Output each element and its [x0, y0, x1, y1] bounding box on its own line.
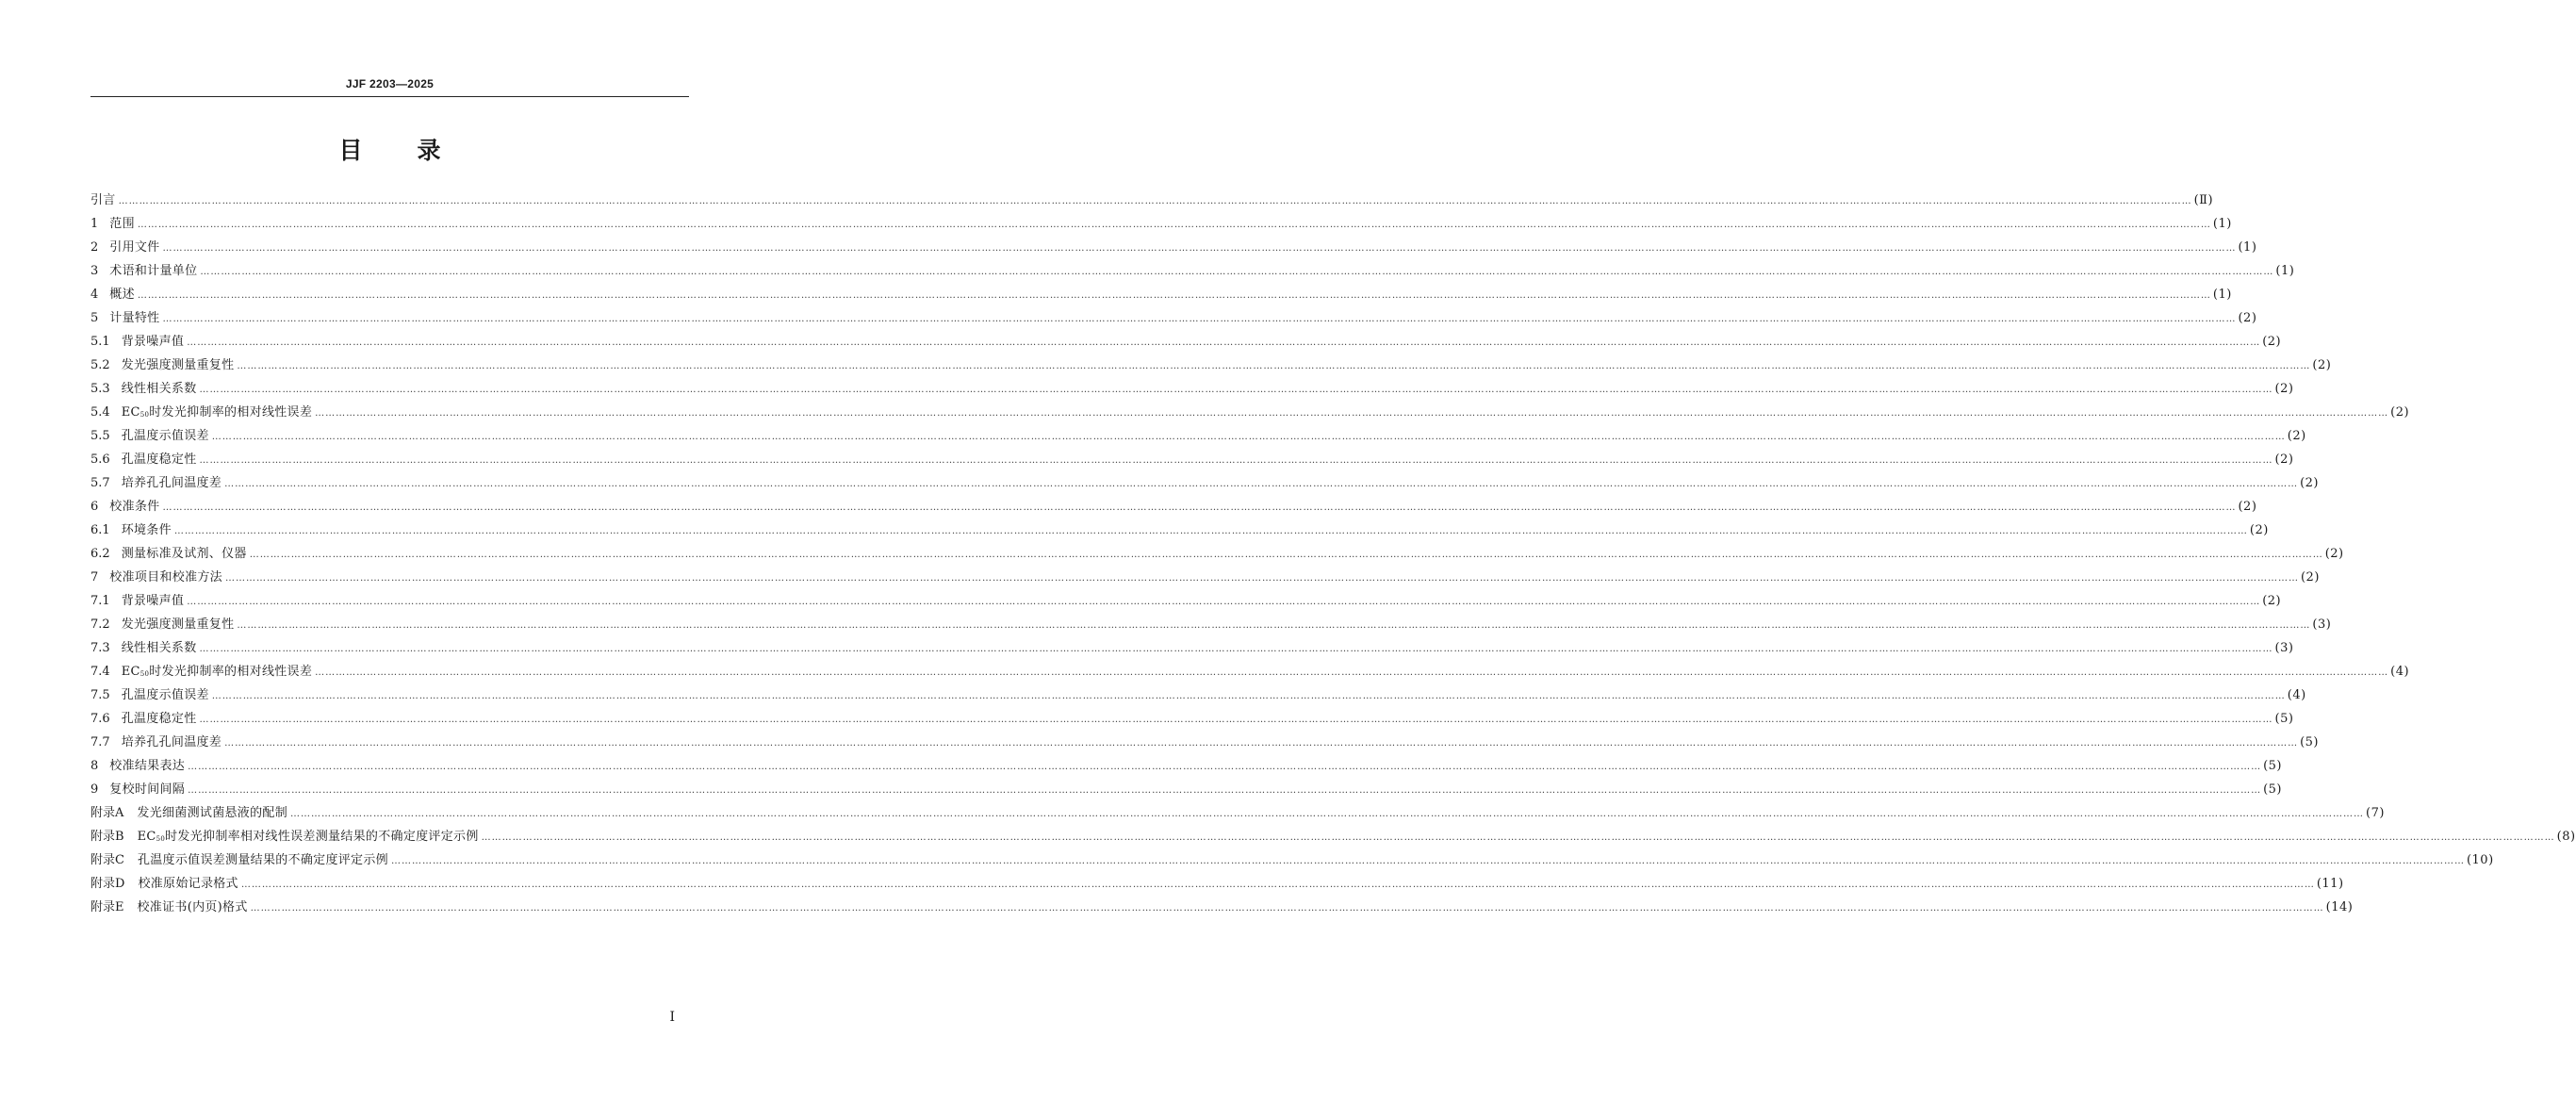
toc-entry-page: (1): [2212, 217, 2232, 231]
toc-entry-title-text: 校准证书(内页)格式: [137, 900, 248, 914]
toc-entry-title: [109, 778, 185, 801]
toc-entry[interactable]: [90, 354, 2332, 377]
toc-entry-title: [138, 872, 238, 896]
toc-entry-page: (2): [2312, 358, 2332, 372]
toc-entry-title-text: 时发光抑制率的相对线性误差: [149, 665, 313, 679]
toc-entry-title: [109, 566, 222, 589]
header-divider: [90, 96, 689, 97]
toc-entry-page: (11): [2316, 877, 2344, 891]
page-title-first-char: 目: [338, 137, 363, 164]
toc-entry-page: (2): [2249, 523, 2269, 537]
toc-entry-page: (2): [2390, 405, 2410, 420]
toc-entry[interactable]: [90, 825, 2576, 848]
toc-entry[interactable]: [90, 731, 2320, 754]
toc-entry[interactable]: [90, 848, 2494, 872]
toc-entry-page: (2): [2238, 500, 2257, 514]
toc-entry[interactable]: [90, 236, 2257, 259]
toc-entry-title: [122, 683, 209, 707]
toc-entry-title: [109, 212, 135, 236]
toc-entry[interactable]: [90, 801, 2385, 825]
toc-dot-leader: ……………………………………………………………………………………………………………………………………………………………………………………………………………………………………………………………………………………………………………………………………………………………………………………………………………………………………………………………………………………………………………………………………………………: [481, 832, 2555, 843]
toc-entry-page: (2): [2324, 547, 2344, 561]
toc-entry-title: [122, 401, 312, 427]
toc-entry-number: 5.4: [90, 405, 110, 420]
toc-entry[interactable]: [90, 471, 2320, 495]
toc-entry-title: [138, 848, 388, 872]
toc-entry[interactable]: [90, 259, 2295, 283]
toc-entry-title-text: 校准原始记录格式: [138, 877, 238, 891]
toc-dot-leader: ……………………………………………………………………………………………………………………………………………………………………………………………………………………………………………………………………………………………………………………………………………………………………………………………………………………………………………………………………………………………………………………………………………………: [187, 597, 2261, 607]
toc-entry-page: (Ⅱ): [2193, 193, 2214, 207]
toc-entry-title: [122, 613, 235, 636]
toc-entry-title: [138, 825, 479, 851]
toc-entry-page: (14): [2325, 900, 2354, 914]
toc-entry[interactable]: [90, 660, 2410, 683]
toc-entry[interactable]: [90, 896, 2354, 919]
toc-entry-number: 5.2: [90, 358, 110, 372]
toc-entry-title: [122, 636, 197, 660]
toc-dot-leader: ……………………………………………………………………………………………………………………………………………………………………………………………………………………………………………………………………………………………………………………………………………………………………………………………………………………………………………………………………………………………………………………………………………………: [187, 337, 2261, 348]
toc-entry[interactable]: [90, 566, 2320, 589]
toc-entry-title: [122, 707, 197, 731]
toc-entry-title-text: 发光细菌测试菌悬液的配制: [137, 806, 287, 820]
toc-dot-leader: ……………………………………………………………………………………………………………………………………………………………………………………………………………………………………………………………………………………………………………………………………………………………………………………………………………………………………………………………………………………………………………………………………………………: [199, 385, 2273, 395]
toc-entry[interactable]: [90, 613, 2332, 636]
toc-dot-leader: ……………………………………………………………………………………………………………………………………………………………………………………………………………………………………………………………………………………………………………………………………………………………………………………………………………………………………………………………………………………………………………………………………………………: [118, 196, 2192, 206]
toc-entry-title-prefix: EC: [121, 665, 140, 679]
toc-entry-title-subscript: 50: [156, 835, 166, 843]
toc-entry-page: (5): [2263, 759, 2283, 773]
toc-dot-leader: ……………………………………………………………………………………………………………………………………………………………………………………………………………………………………………………………………………………………………………………………………………………………………………………………………………………………………………………………………………………………………………………………………………………: [162, 502, 2237, 513]
toc-entry-number: 7.5: [90, 688, 110, 702]
toc-entry-number: 7.3: [90, 641, 110, 655]
toc-entry[interactable]: [90, 495, 2257, 519]
toc-entry[interactable]: [90, 872, 2344, 896]
toc-entry-title-text: 时发光抑制率的相对线性误差: [149, 405, 313, 420]
toc-entry-number: 5.5: [90, 429, 110, 443]
toc-dot-leader: ……………………………………………………………………………………………………………………………………………………………………………………………………………………………………………………………………………………………………………………………………………………………………………………………………………………………………………………………………………………………………………………………………………………: [240, 880, 2315, 890]
toc-dot-leader: ……………………………………………………………………………………………………………………………………………………………………………………………………………………………………………………………………………………………………………………………………………………………………………………………………………………………………………………………………………………………………………………………………………………: [137, 220, 2211, 230]
toc-entry-number: 1: [90, 217, 99, 231]
toc-entry-title-text: 范围: [109, 217, 135, 231]
toc-entry-number: 附录E: [90, 900, 124, 914]
toc-entry-title: [109, 259, 197, 283]
toc-entry-page: (2): [2274, 382, 2294, 396]
toc-entry-number: 7: [90, 570, 99, 584]
page-title-second-char: 录: [417, 137, 441, 164]
toc-entry[interactable]: [90, 707, 2294, 731]
toc-entry-title: [122, 354, 235, 377]
toc-entry-number: 5.6: [90, 453, 110, 467]
toc-dot-leader: ……………………………………………………………………………………………………………………………………………………………………………………………………………………………………………………………………………………………………………………………………………………………………………………………………………………………………………………………………………………………………………………………………………………: [199, 715, 2273, 725]
toc-entry-number: 9: [90, 782, 99, 797]
toc-entry[interactable]: [90, 778, 2283, 801]
toc-entry-page: (10): [2466, 853, 2494, 867]
toc-dot-leader: ……………………………………………………………………………………………………………………………………………………………………………………………………………………………………………………………………………………………………………………………………………………………………………………………………………………………………………………………………………………………………………………………………………………: [315, 408, 2389, 419]
toc-entry-number: 7.7: [90, 735, 110, 749]
toc-entry-title-text: 时发光抑制率相对线性误差测量结果的不确定度评定示例: [165, 830, 479, 844]
toc-entry-title-text: 孔温度示值误差: [121, 429, 209, 443]
toc-dot-leader: ……………………………………………………………………………………………………………………………………………………………………………………………………………………………………………………………………………………………………………………………………………………………………………………………………………………………………………………………………………………………………………………………………………………: [137, 290, 2211, 301]
toc-entry-number: 7.6: [90, 712, 110, 726]
toc-entry-title: [122, 542, 247, 566]
toc-dot-leader: ……………………………………………………………………………………………………………………………………………………………………………………………………………………………………………………………………………………………………………………………………………………………………………………………………………………………………………………………………………………………………………………………………………………: [390, 856, 2465, 866]
toc-dot-leader: ……………………………………………………………………………………………………………………………………………………………………………………………………………………………………………………………………………………………………………………………………………………………………………………………………………………………………………………………………………………………………………………………………………………: [224, 738, 2299, 749]
toc-entry-number: 7.1: [90, 594, 110, 608]
toc-dot-leader: ……………………………………………………………………………………………………………………………………………………………………………………………………………………………………………………………………………………………………………………………………………………………………………………………………………………………………………………………………………………………………………………………………………………: [188, 785, 2262, 796]
toc-entry-title: [109, 236, 159, 259]
toc-entry-page: (2): [2262, 594, 2282, 608]
toc-entry-title-text: 计量特性: [109, 311, 160, 325]
toc-entry-page: (3): [2312, 617, 2332, 632]
toc-entry[interactable]: [90, 189, 2214, 212]
toc-entry-title: [122, 519, 172, 542]
toc-entry-title-text: 背景噪声值: [121, 594, 185, 608]
toc-entry-title-text: 发光强度测量重复性: [121, 617, 235, 632]
toc-entry-page: (5): [2300, 735, 2320, 749]
toc-entry-page: (2): [2274, 453, 2294, 467]
toc-entry-title-text: 孔温度稳定性: [121, 712, 197, 726]
toc-entry-title: [122, 424, 209, 448]
toc-entry-number: 5.1: [90, 335, 110, 349]
toc-entry-title: [137, 801, 287, 825]
toc-entry-number: 7.2: [90, 617, 110, 632]
toc-entry-number: 5: [90, 311, 99, 325]
toc-entry-title: [109, 283, 135, 306]
toc-dot-leader: ……………………………………………………………………………………………………………………………………………………………………………………………………………………………………………………………………………………………………………………………………………………………………………………………………………………………………………………………………………………………………………………………………………………: [237, 620, 2311, 631]
toc-dot-leader: ……………………………………………………………………………………………………………………………………………………………………………………………………………………………………………………………………………………………………………………………………………………………………………………………………………………………………………………………………………………………………………………………………………………: [162, 314, 2237, 324]
toc-dot-leader: ……………………………………………………………………………………………………………………………………………………………………………………………………………………………………………………………………………………………………………………………………………………………………………………………………………………………………………………………………………………………………………………………………………………: [173, 526, 2248, 536]
toc-entry-number: 附录A: [90, 806, 124, 820]
toc-entry-page: (8): [2556, 830, 2576, 844]
toc-entry-page: (1): [2212, 288, 2232, 302]
toc-dot-leader: ……………………………………………………………………………………………………………………………………………………………………………………………………………………………………………………………………………………………………………………………………………………………………………………………………………………………………………………………………………………………………………………………………………………: [290, 809, 2364, 819]
toc-entry-title: [122, 471, 222, 495]
toc-entry-title-prefix: EC: [137, 830, 156, 844]
toc-entry-title-text: 培养孔孔间温度差: [121, 735, 222, 749]
toc-dot-leader: ……………………………………………………………………………………………………………………………………………………………………………………………………………………………………………………………………………………………………………………………………………………………………………………………………………………………………………………………………………………………………………………………………………………: [162, 243, 2237, 254]
toc-entry[interactable]: [90, 212, 2232, 236]
toc-dot-leader: ……………………………………………………………………………………………………………………………………………………………………………………………………………………………………………………………………………………………………………………………………………………………………………………………………………………………………………………………………………………………………………………………………………………: [199, 455, 2273, 466]
toc-entry-title-text: 引言: [90, 193, 116, 207]
toc-entry-page: (2): [2262, 335, 2282, 349]
toc-entry-title-text: 复校时间间隔: [109, 782, 186, 797]
toc-entry-title-prefix: EC: [121, 405, 140, 420]
toc-entry-title-text: 环境条件: [121, 523, 172, 537]
page-title: [0, 132, 779, 166]
toc-dot-leader: ……………………………………………………………………………………………………………………………………………………………………………………………………………………………………………………………………………………………………………………………………………………………………………………………………………………………………………………………………………………………………………………………………………………: [315, 667, 2389, 678]
toc-entry-title-text: 术语和计量单位: [109, 264, 198, 278]
toc-entry-number: 4: [90, 288, 99, 302]
toc-entry-title-text: 线性相关系数: [121, 641, 197, 655]
toc-entry-number: 3: [90, 264, 99, 278]
toc-dot-leader: ……………………………………………………………………………………………………………………………………………………………………………………………………………………………………………………………………………………………………………………………………………………………………………………………………………………………………………………………………………………………………………………………………………………: [188, 762, 2262, 772]
toc-dot-leader: ……………………………………………………………………………………………………………………………………………………………………………………………………………………………………………………………………………………………………………………………………………………………………………………………………………………………………………………………………………………………………………………………………………………: [249, 550, 2323, 560]
toc-entry-page: (4): [2287, 688, 2306, 702]
toc-entry[interactable]: [90, 377, 2294, 401]
toc-dot-leader: ……………………………………………………………………………………………………………………………………………………………………………………………………………………………………………………………………………………………………………………………………………………………………………………………………………………………………………………………………………………………………………………………………………………: [224, 573, 2299, 584]
toc-entry-page: (4): [2390, 665, 2410, 679]
toc-entry[interactable]: [90, 283, 2232, 306]
toc-entry[interactable]: [90, 683, 2306, 707]
toc-entry-page: (2): [2238, 311, 2257, 325]
toc-entry-number: 5.3: [90, 382, 110, 396]
toc-dot-leader: ……………………………………………………………………………………………………………………………………………………………………………………………………………………………………………………………………………………………………………………………………………………………………………………………………………………………………………………………………………………………………………………………………………………: [224, 479, 2299, 489]
toc-entry-title-subscript: 50: [139, 670, 150, 678]
toc-entry-number: 8: [90, 759, 99, 773]
toc-dot-leader: ……………………………………………………………………………………………………………………………………………………………………………………………………………………………………………………………………………………………………………………………………………………………………………………………………………………………………………………………………………………………………………………………………………………: [211, 691, 2286, 701]
toc-entry-page: (5): [2263, 782, 2283, 797]
toc-entry[interactable]: [90, 519, 2269, 542]
toc-entry-title-text: 线性相关系数: [121, 382, 197, 396]
toc-entry[interactable]: [90, 424, 2306, 448]
toc-entry-page: (1): [2275, 264, 2295, 278]
toc-entry[interactable]: [90, 589, 2282, 613]
toc-entry-title-text: 培养孔孔间温度差: [121, 476, 222, 490]
toc-entry-title-text: 校准结果表达: [109, 759, 186, 773]
toc-entry-page: (7): [2366, 806, 2385, 820]
toc-entry-page: (2): [2287, 429, 2306, 443]
toc-entry-title: [122, 448, 197, 471]
toc-entry-title-text: 发光强度测量重复性: [121, 358, 235, 372]
toc-entry-page: (2): [2300, 476, 2320, 490]
toc-entry-title: [122, 589, 185, 613]
toc-entry[interactable]: [90, 401, 2410, 424]
toc-entry-title-text: 孔温度示值误差测量结果的不确定度评定示例: [137, 853, 388, 867]
toc-entry-title: [122, 731, 222, 754]
toc-entry[interactable]: [90, 754, 2283, 778]
toc-entry-page: (3): [2274, 641, 2294, 655]
toc-entry-title: [109, 306, 159, 330]
table-of-contents: [90, 189, 2576, 919]
toc-entry-number: 附录D: [90, 877, 125, 891]
toc-entry[interactable]: [90, 306, 2257, 330]
toc-entry-title-text: 孔温度稳定性: [121, 453, 197, 467]
toc-entry-number: 附录C: [90, 853, 124, 867]
toc-entry-title: [122, 330, 185, 354]
toc-entry-number: 6.2: [90, 547, 110, 561]
toc-entry-page: (2): [2300, 570, 2320, 584]
toc-entry-title: [122, 660, 312, 686]
toc-entry-title-text: 测量标准及试剂、仪器: [121, 547, 247, 561]
page-number: Ⅰ: [669, 1010, 675, 1025]
toc-entry-title-text: 背景噪声值: [121, 335, 185, 349]
toc-entry[interactable]: [90, 330, 2282, 354]
toc-entry-title: [138, 896, 248, 919]
document-code: JJF 2203—2025: [345, 77, 435, 91]
toc-entry-title: [90, 189, 116, 212]
toc-entry-title-subscript: 50: [139, 411, 150, 419]
toc-dot-leader: ……………………………………………………………………………………………………………………………………………………………………………………………………………………………………………………………………………………………………………………………………………………………………………………………………………………………………………………………………………………………………………………………………………………: [200, 267, 2274, 277]
toc-entry-number: 6: [90, 500, 99, 514]
toc-entry-number: 2: [90, 240, 99, 255]
toc-entry-title-text: 概述: [109, 288, 135, 302]
toc-dot-leader: ……………………………………………………………………………………………………………………………………………………………………………………………………………………………………………………………………………………………………………………………………………………………………………………………………………………………………………………………………………………………………………………………………………………: [237, 361, 2311, 371]
toc-dot-leader: ……………………………………………………………………………………………………………………………………………………………………………………………………………………………………………………………………………………………………………………………………………………………………………………………………………………………………………………………………………………………………………………………………………………: [250, 903, 2324, 914]
toc-entry-number: 5.7: [90, 476, 110, 490]
toc-entry-number: 7.4: [90, 665, 110, 679]
toc-entry-title-text: 校准项目和校准方法: [109, 570, 222, 584]
toc-entry-title-text: 孔温度示值误差: [121, 688, 209, 702]
toc-entry[interactable]: [90, 636, 2294, 660]
toc-entry-page: (1): [2238, 240, 2257, 255]
toc-dot-leader: ……………………………………………………………………………………………………………………………………………………………………………………………………………………………………………………………………………………………………………………………………………………………………………………………………………………………………………………………………………………………………………………………………………………: [199, 644, 2273, 654]
toc-entry[interactable]: [90, 542, 2344, 566]
toc-entry-page: (5): [2274, 712, 2294, 726]
toc-entry[interactable]: [90, 448, 2294, 471]
toc-entry-title: [109, 495, 159, 519]
toc-entry-title: [122, 377, 197, 401]
toc-entry-title: [109, 754, 185, 778]
toc-entry-title-text: 校准条件: [109, 500, 160, 514]
toc-entry-number: 6.1: [90, 523, 110, 537]
toc-dot-leader: ……………………………………………………………………………………………………………………………………………………………………………………………………………………………………………………………………………………………………………………………………………………………………………………………………………………………………………………………………………………………………………………………………………………: [211, 432, 2286, 442]
toc-entry-number: 附录B: [90, 830, 124, 844]
toc-entry-title-text: 引用文件: [109, 240, 160, 255]
